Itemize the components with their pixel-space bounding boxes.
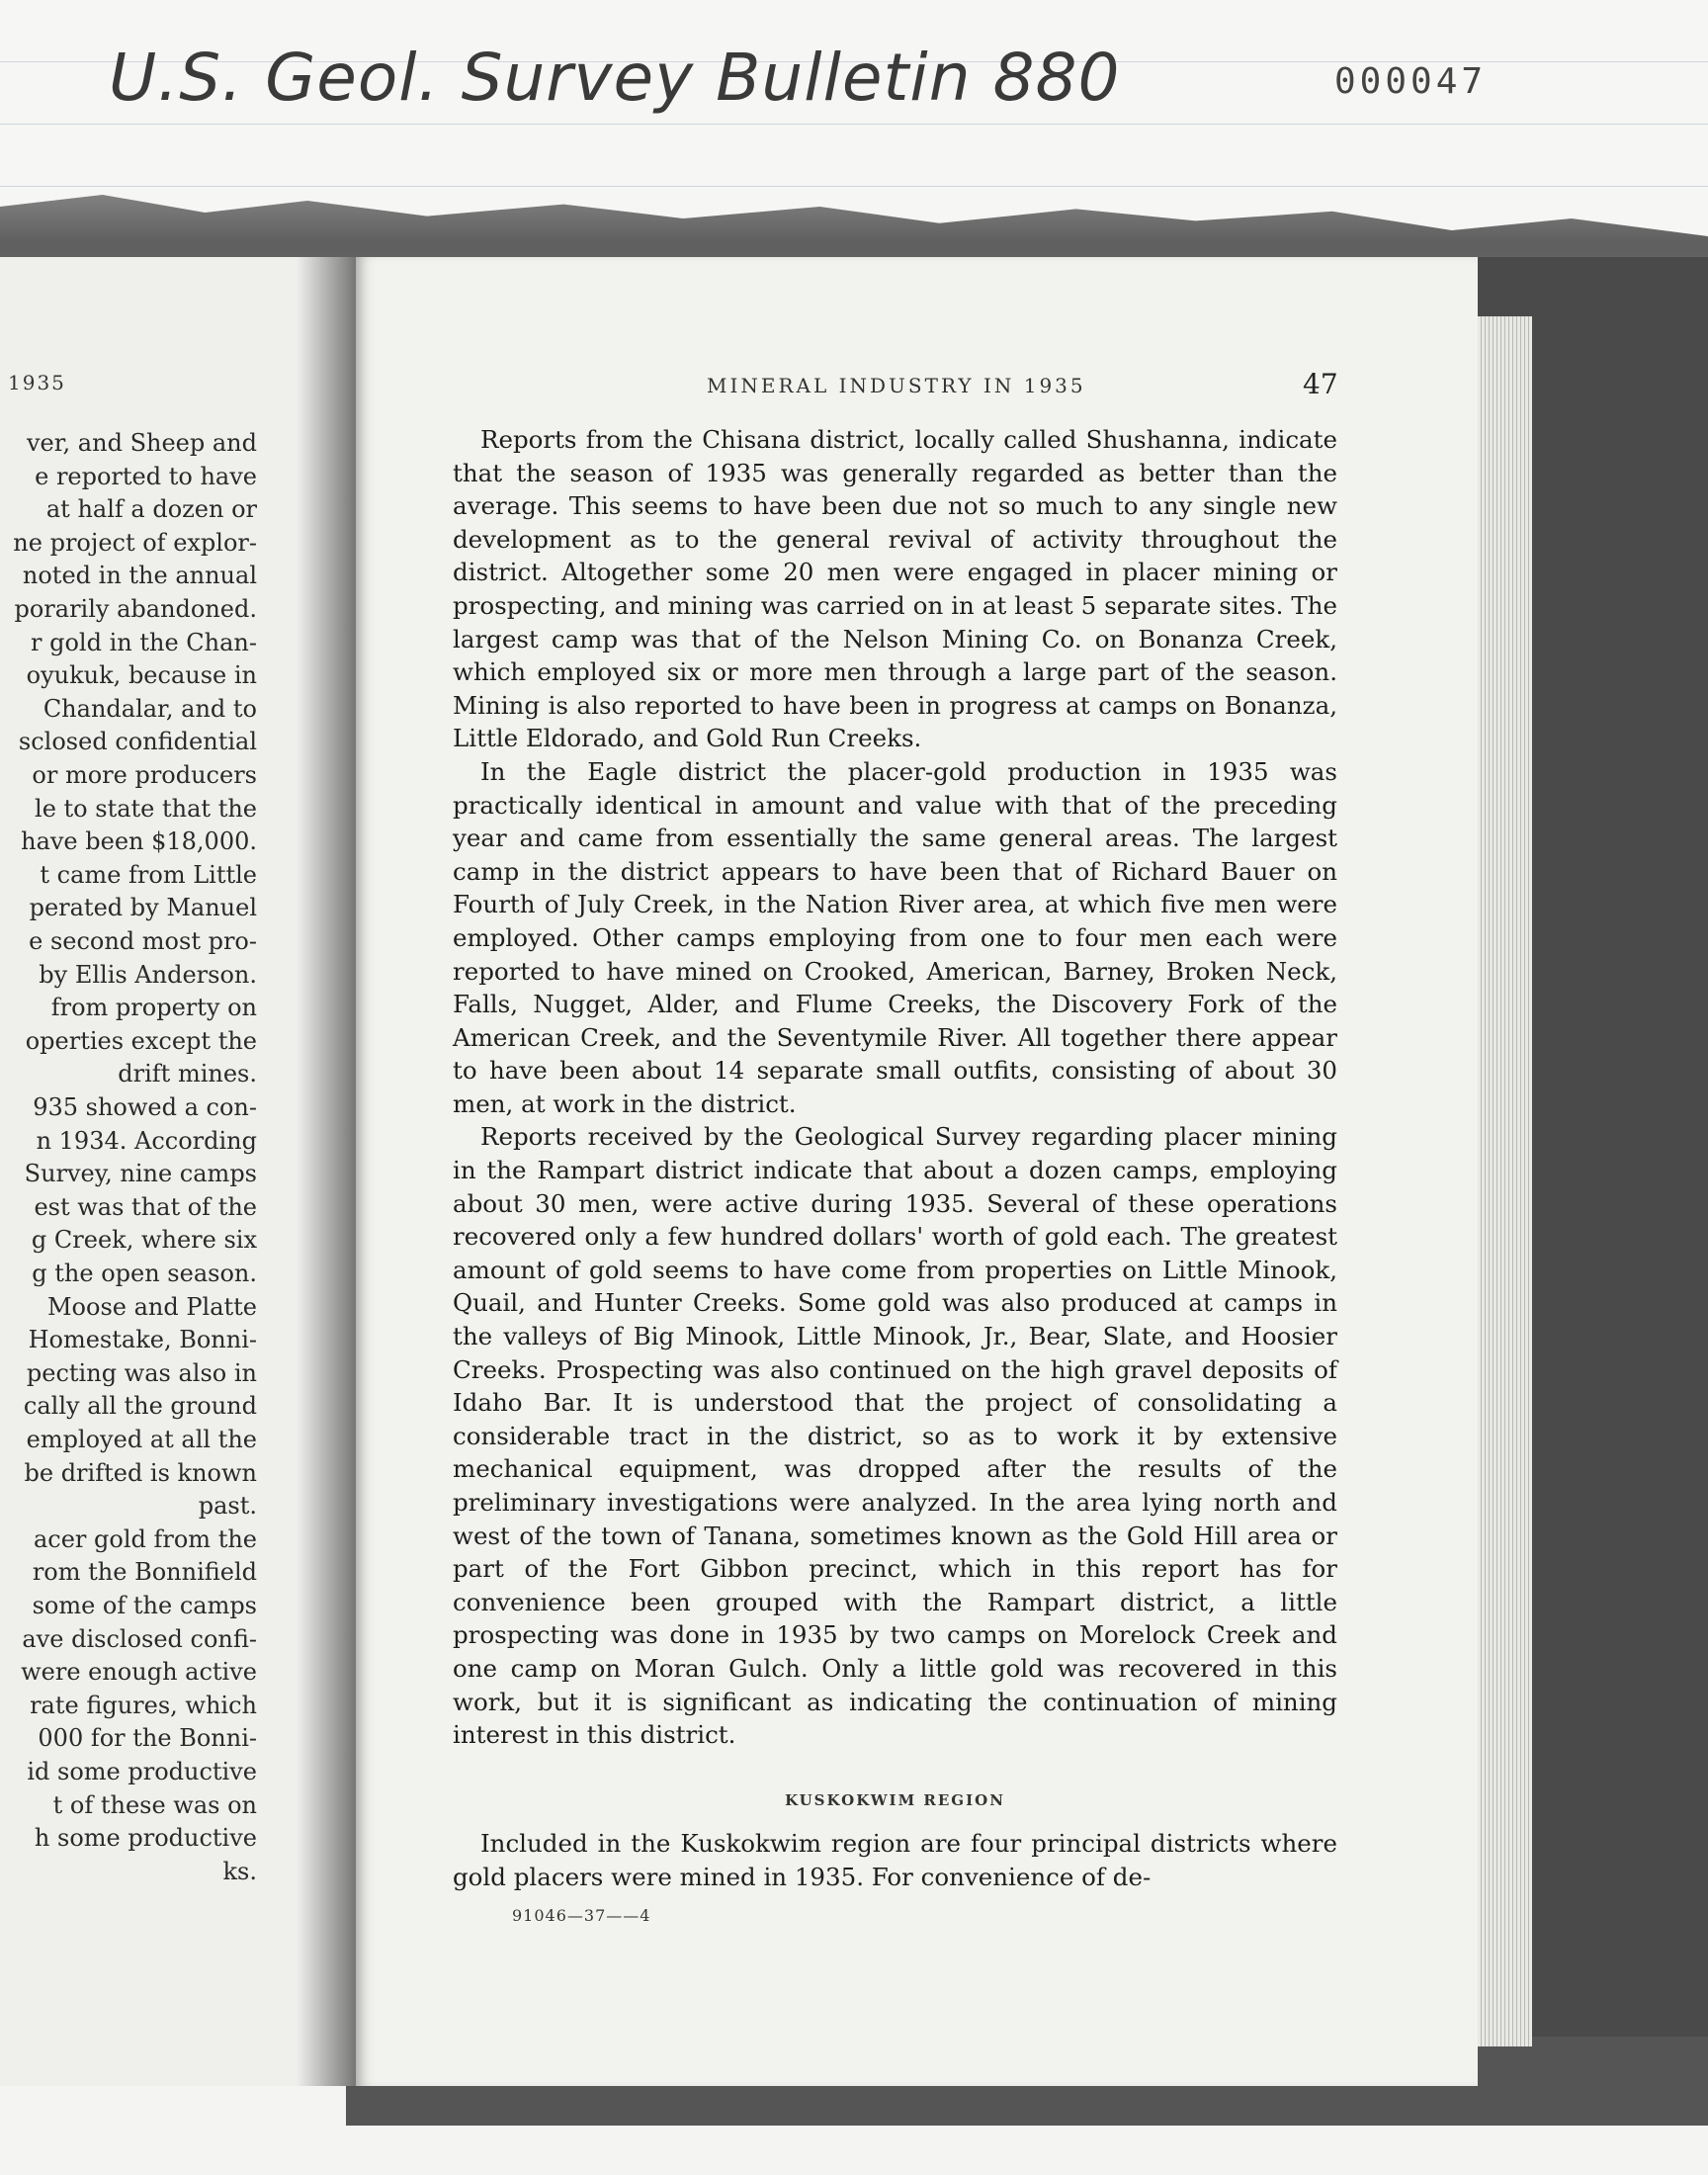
left-page-line: were enough active	[21, 1658, 257, 1687]
left-page-line: Homestake, Bonni-	[28, 1326, 257, 1354]
paragraph-kuskokwim: Included in the Kuskokwim region are four principal districts where gold placers were mined in 1935. For convenience of de-	[453, 1829, 1337, 1891]
left-page-line: ks.	[222, 1857, 257, 1885]
left-page-line: or more producers	[32, 761, 257, 789]
left-page-line: g the open season.	[32, 1260, 257, 1287]
left-page-line: operties except the	[25, 1026, 257, 1055]
paragraph-chisana: Reports from the Chisana district, locally called Shushanna, indicate that the season of 1935 was generally regarded as better than the average. This seems to have been due not so much to any single new development as to the general revival of activity throughout the district. Altogether some 20 men were engaged in placer mining or prospecting, and mining was carried on in at least 5 separate sites. The largest camp was that of the Nelson Mining Co. on Bonanza Creek, which employed six or more men through a large part of the season. Mining is also reported to have been in progress at camps on Bonanza, Little Eldorado, and Gold Run Creeks.	[453, 425, 1337, 753]
left-page-line: rate figures, which	[30, 1691, 257, 1719]
left-page-line: t of these was on	[52, 1790, 257, 1819]
left-page-line: 000 for the Bonni-	[38, 1724, 257, 1753]
left-page-line: 935 showed a con-	[33, 1093, 257, 1121]
left-page-line: Survey, nine camps	[24, 1160, 257, 1188]
left-page-line: ave disclosed confi-	[22, 1624, 257, 1653]
left-page-line: pecting was also in	[26, 1358, 257, 1387]
left-page-header: 1935	[8, 371, 66, 394]
left-page-line: Chandalar, and to	[43, 694, 257, 723]
running-head: MINERAL INDUSTRY IN 1935	[707, 374, 1086, 397]
left-page-line: e reported to have	[35, 462, 257, 490]
left-page-line: t came from Little	[40, 860, 257, 889]
left-page-line: Moose and Platte	[46, 1292, 257, 1321]
left-page-line: by Ellis Anderson.	[39, 960, 257, 989]
paragraph-rampart: Reports received by the Geological Survey regarding placer mining in the Rampart district indicate that about a dozen camps, employing about 30 men, were active during 1935. Several of these operations recovered only a few hundred dollars' worth of gold each. The greatest amount of gold seems to have come from properties on Little Minook, Quail, and Hunter Creeks. Some gold was also produced at camps in the valleys of Big Minook, Little Minook, Jr., Bear, Slate, and Hoosier Creeks. Prospecting was also continued on the high gravel deposits of Idaho Bar. It is understood that the project of consolidating a considerable tract in the district, so as to work it by extensive mechanical equipment, was dropped after the results of the preliminary investigations were analyzed. In the area lying north and west of the town of Tanana, sometimes known as the Gold Hill area or part of the Fort Gibbon precinct, which in this report has for convenience been grouped with the Rampart district, a little prospecting was done in 1935 by two camps on Morelock Creek and one camp on Moran Gulch. Only a little gold was recovered in this work, but it is significant as indicating the continuation of mining interest in this district.	[453, 1122, 1337, 1750]
left-page-line: have been $18,000.	[21, 827, 257, 856]
printer-signature: 91046—37——4	[512, 1906, 651, 1925]
left-page-line: n 1934. According	[36, 1126, 257, 1155]
page-edges	[1478, 316, 1532, 2046]
left-page-line: ne project of explor-	[13, 528, 257, 557]
left-page-line: perated by Manuel	[29, 894, 257, 922]
left-page-line: at half a dozen or	[45, 495, 257, 524]
left-page-line: acer gold from the	[33, 1524, 257, 1553]
left-page-line: r gold in the Chan-	[31, 628, 257, 656]
body-text-continued	[453, 1827, 1337, 1893]
left-page-line: porarily abandoned.	[14, 595, 257, 623]
left-page-line: noted in the annual	[22, 562, 257, 590]
left-page-line: cally all the ground	[23, 1392, 257, 1421]
section-heading: KUSKOKWIM REGION	[785, 1791, 1005, 1809]
left-page-line: h some productive	[34, 1824, 257, 1853]
left-page-line: est was that of the	[34, 1192, 257, 1221]
left-page-line: rom the Bonnifield	[32, 1558, 257, 1587]
paragraph-eagle: In the Eagle district the placer-gold production in 1935 was practically identical in amount and value with that of the preceding year and came from essentially the same general areas. The largest camp in the district appears to have been that of Richard Bauer on Fourth of July Creek, in the Nation River area, at which five men were employed. Other camps employing from one to four men each were reported to have mined on Crooked, American, Barney, Broken Neck, Falls, Nugget, Alder, and Flume Creeks, the Discovery Fork of the American Creek, and the Seventymile River. All together there appear to have been about 14 separate small outfits, consisting of about 30 men, at work in the district.	[453, 756, 1337, 1118]
left-page-line: drift mines.	[118, 1060, 257, 1088]
left-page-line: sclosed confidential	[18, 728, 257, 756]
left-page-line: some of the camps	[32, 1592, 257, 1619]
handwritten-title: U.S. Geol. Survey Bulletin 880	[109, 40, 1121, 116]
left-page-line: le to state that the	[35, 794, 257, 823]
left-page-line: id some productive	[27, 1758, 257, 1785]
document-number: 000047	[1334, 61, 1488, 102]
left-page-line: ver, and Sheep and	[26, 429, 257, 457]
left-page-line: employed at all the	[26, 1426, 257, 1453]
page-number: 47	[1303, 368, 1338, 400]
left-page-line: oyukuk, because in	[26, 661, 257, 690]
left-page-line: past.	[198, 1492, 257, 1521]
left-page-line: g Creek, where six	[31, 1226, 257, 1255]
left-page-line: e second most pro-	[29, 927, 257, 955]
body-text	[453, 423, 1337, 1752]
left-page-line: from property on	[50, 994, 257, 1022]
left-page-line: be drifted is known	[24, 1458, 257, 1487]
